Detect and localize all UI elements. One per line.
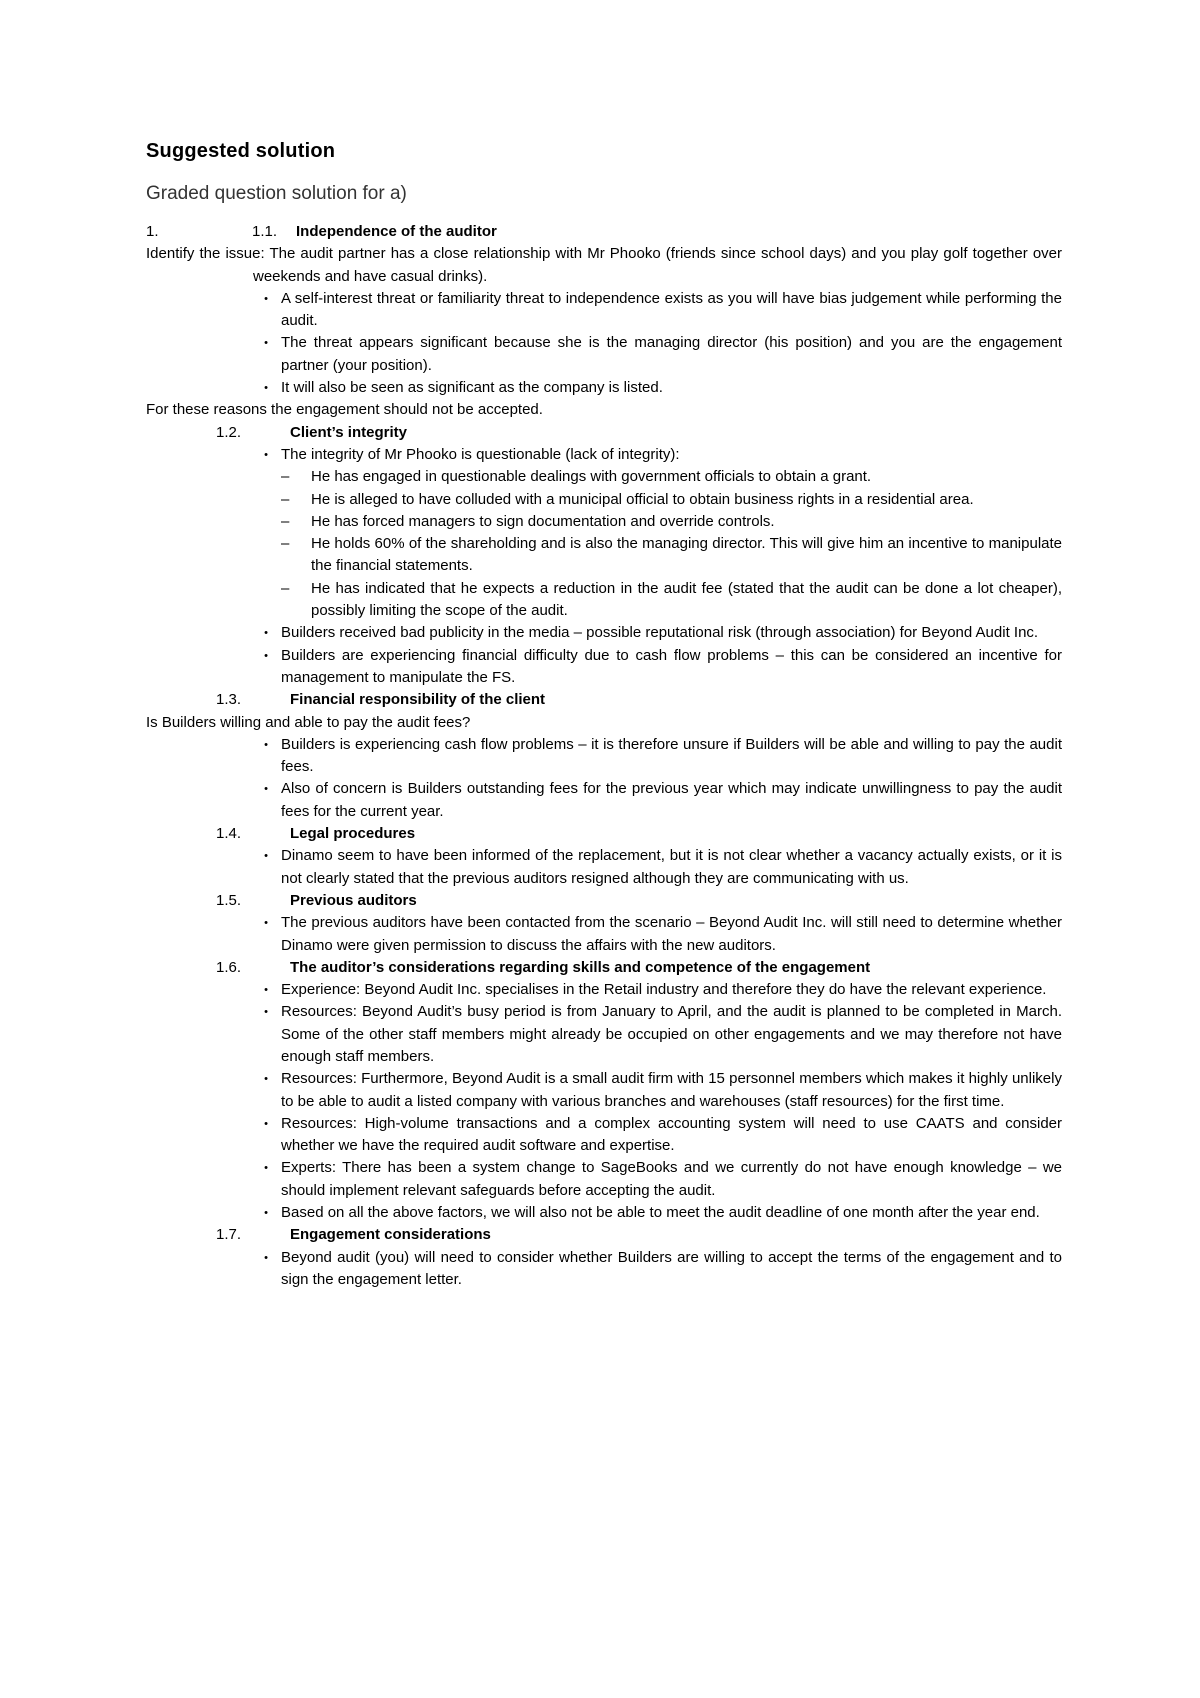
section-number: 1.7. bbox=[216, 1226, 242, 1244]
section-heading-1-3 bbox=[146, 689, 1062, 711]
list-item: • Builders received bad publicity in the media – possible reputational risk (through association) for Beyond Audit Inc. bbox=[146, 622, 1062, 644]
sub-list-item: – He holds 60% of the shareholding and is also the managing director. This will give him an incentive to manipulate the financial statements. bbox=[146, 533, 1062, 578]
list-item: • Builders are experiencing financial difficulty due to cash flow problems – this can be considered an incentive for management to manipulate the FS. bbox=[146, 645, 1062, 690]
list-item: • Builders is experiencing cash flow problems – it is therefore unsure if Builders will be able and willing to pay the audit fees. bbox=[146, 734, 1062, 779]
bullet-icon: • bbox=[264, 292, 268, 305]
bullet-icon: • bbox=[264, 448, 268, 461]
bullet-icon: • bbox=[264, 1073, 268, 1086]
sub-list-item: – He is alleged to have colluded with a municipal official to obtain business rights in a residential area. bbox=[146, 489, 1062, 511]
section-number: 1.4. bbox=[216, 825, 242, 843]
list-item: • Based on all the above factors, we will also not be able to meet the audit deadline of one month after the year end. bbox=[146, 1202, 1062, 1224]
bullet-icon: • bbox=[264, 627, 268, 640]
section-heading-1-2 bbox=[146, 422, 1062, 444]
list-item: • It will also be seen as significant as the company is listed. bbox=[146, 377, 1062, 399]
list-item: • Experts: There has been a system change to SageBooks and we currently do not have enough knowledge – we should implement relevant safeguards before accepting the audit. bbox=[146, 1157, 1062, 1202]
sub-list-item: – He has indicated that he expects a reduction in the audit fee (stated that the audit can be done a lot cheaper), possibly limiting the scope of the audit. bbox=[146, 578, 1062, 623]
list-item: • Beyond audit (you) will need to consider whether Builders are willing to accept the terms of the engagement and to sign the engagement letter. bbox=[146, 1247, 1062, 1292]
list-item: • The integrity of Mr Phooko is questionable (lack of integrity): bbox=[146, 444, 1062, 466]
section-title: Independence of the auditor bbox=[296, 223, 497, 240]
bullet-icon: • bbox=[264, 850, 268, 863]
section-heading-1-5 bbox=[146, 890, 1062, 912]
paragraph: For these reasons the engagement should not be accepted. bbox=[146, 401, 543, 419]
paragraph: Is Builders willing and able to pay the audit fees? bbox=[146, 713, 471, 731]
section-title: Financial responsibility of the client bbox=[290, 691, 546, 709]
bullet-icon: • bbox=[264, 649, 268, 662]
bullet-icon: • bbox=[264, 984, 268, 997]
bullet-icon: • bbox=[264, 1251, 268, 1264]
section-heading-1-7 bbox=[146, 1224, 1062, 1246]
list-item: • Also of concern is Builders outstanding fees for the previous year which may indicate unwillingness to pay the audit fees for the current year. bbox=[146, 778, 1062, 823]
bullet-icon: • bbox=[264, 382, 268, 395]
section-number: 1.2. bbox=[216, 423, 242, 441]
list-item: • The previous auditors have been contacted from the scenario – Beyond Audit Inc. will still need to determine whether Dinamo were given permission to discuss the affairs with the new auditors. bbox=[146, 912, 1062, 957]
dash-icon: – bbox=[281, 512, 290, 530]
section-heading-1-1 bbox=[146, 221, 1062, 243]
section-number: 1.5. bbox=[216, 891, 242, 909]
dash-icon: – bbox=[281, 468, 290, 486]
section-heading-1-4 bbox=[146, 823, 1062, 845]
section-title: Client’s integrity bbox=[290, 423, 407, 441]
bullet-icon: • bbox=[264, 337, 268, 350]
bullet-icon: • bbox=[264, 783, 268, 796]
bullet-icon: • bbox=[264, 1162, 268, 1175]
sub-list-item: – He has forced managers to sign documentation and override controls. bbox=[146, 511, 1062, 533]
list-item: • Resources: High-volume transactions and a complex accounting system will need to use CAATS and consider whether we have the required audit software and expertise. bbox=[146, 1113, 1062, 1158]
section-title: Legal procedures bbox=[290, 825, 416, 843]
section-number: 1.3. bbox=[216, 691, 242, 709]
paragraph: Identify the issue: The audit partner has a close relationship with Mr Phooko (friends since school days) and you play golf together over weekends and have casual drinks). bbox=[146, 245, 1062, 285]
bullet-icon: • bbox=[264, 1117, 268, 1130]
list-item: • Experience: Beyond Audit Inc. specialises in the Retail industry and therefore they do have the relevant experience. bbox=[146, 979, 1062, 1001]
page-subtitle: Graded question solution for a) bbox=[146, 183, 407, 204]
dash-icon: – bbox=[281, 579, 290, 597]
dash-icon: – bbox=[281, 490, 290, 508]
section-number: 1. bbox=[146, 223, 159, 240]
section-title: Engagement considerations bbox=[290, 1226, 491, 1244]
page-title: Suggested solution bbox=[146, 140, 336, 162]
list-item: • Resources: Beyond Audit’s busy period is from January to April, and the audit is planned to be completed in March. Some of the other staff members might already be occupied on other engagements and we may therefore not have enough staff members. bbox=[146, 1001, 1062, 1068]
list-item: • A self-interest threat or familiarity threat to independence exists as you will have bias judgement while performing the audit. bbox=[146, 288, 1062, 333]
section-title: Previous auditors bbox=[290, 891, 417, 909]
section-subnumber: 1.1. bbox=[252, 223, 278, 240]
bullet-icon: • bbox=[264, 917, 268, 930]
list-item: • Dinamo seem to have been informed of the replacement, but it is not clear whether a vacancy actually exists, or it is not clearly stated that the previous auditors resigned although they are communicating with us. bbox=[146, 845, 1062, 890]
document-body bbox=[146, 221, 1062, 1291]
section-number: 1.6. bbox=[216, 958, 242, 976]
section-heading-1-6 bbox=[146, 957, 1062, 979]
list-item: • Resources: Furthermore, Beyond Audit is a small audit firm with 15 personnel members which makes it highly unlikely to be able to audit a listed company with various branches and warehouses (staff resources) for the first time. bbox=[146, 1068, 1062, 1113]
bullet-icon: • bbox=[264, 738, 268, 751]
dash-icon: – bbox=[281, 535, 290, 553]
document-page bbox=[146, 140, 1062, 1291]
bullet-icon: • bbox=[264, 1006, 268, 1019]
sub-list-item: – He has engaged in questionable dealings with government officials to obtain a grant. bbox=[146, 466, 1062, 488]
bullet-icon: • bbox=[264, 1207, 268, 1220]
list-item: • The threat appears significant because she is the managing director (his position) and you are the engagement partner (your position). bbox=[146, 332, 1062, 377]
section-title: The auditor’s considerations regarding skills and competence of the engagement bbox=[290, 958, 871, 976]
